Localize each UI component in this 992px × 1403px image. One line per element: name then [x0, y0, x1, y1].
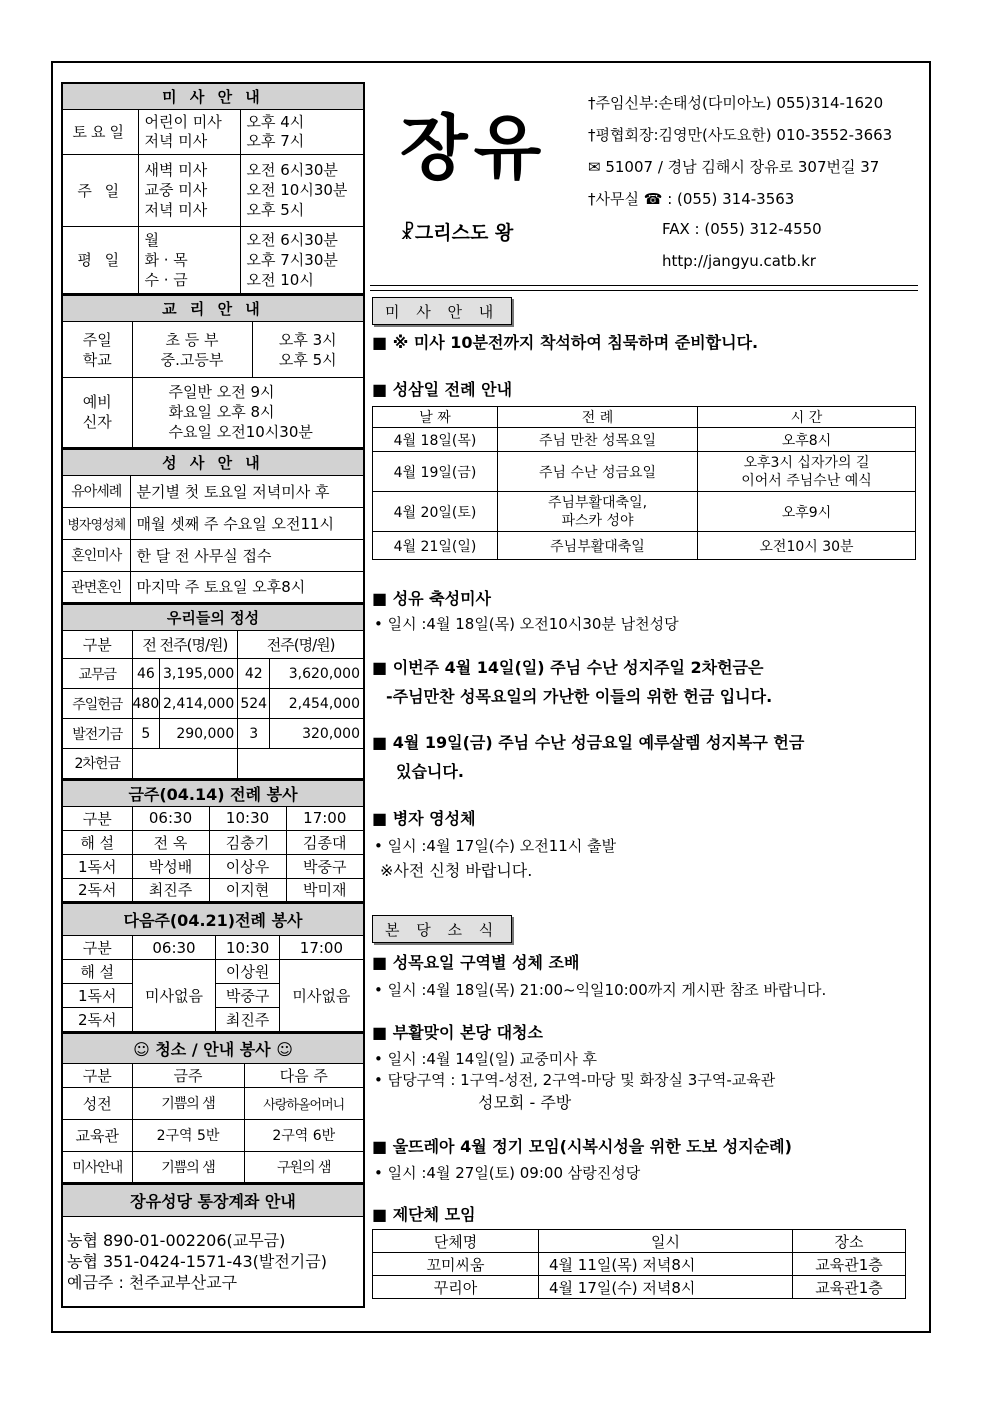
triduum-head: 시 간: [698, 407, 916, 428]
service-person: 박미재: [286, 878, 364, 902]
cleaning-notice-time: • 일시 :4월 14일(일) 교중미사 후: [372, 1048, 916, 1069]
mass-notice-section: [372, 330, 916, 353]
chrism-section: [372, 586, 916, 634]
catechumen-class: 화요일 오후 8시: [168, 403, 275, 422]
holy-land-title: ■ 4월 19일(금) 주님 수난 성금요일 예루살렘 성지복구 헌금: [372, 730, 916, 753]
mass-name: 새벽 미사: [144, 161, 208, 179]
triduum-head: 날 짜: [373, 407, 498, 428]
sacrament-label: 유아세례: [62, 475, 130, 507]
triduum-liturgy: [498, 492, 698, 532]
cleaning-table: [61, 1033, 365, 1185]
ultreya-section: [372, 1134, 916, 1183]
cleaning-group: 기쁨의 샘: [132, 1087, 244, 1119]
parish-logo-title: 장유: [400, 106, 548, 189]
triduum-liturgy: 주님부활대축일: [498, 532, 698, 560]
offering-title: 우리들의 정성: [62, 605, 364, 631]
offering-amount: 3,195,000: [160, 659, 238, 689]
offering-amount: [132, 749, 238, 779]
offering-label: 발전기금: [62, 719, 132, 749]
cleaning-head: 금주: [132, 1063, 244, 1087]
offering-amount: 2,454,000: [270, 689, 364, 719]
catechumen-label: 신자: [82, 413, 112, 432]
mass-lead-text: ■ ※ 미사 10분전까지 착석하여 침묵하며 준비합니다.: [372, 330, 916, 353]
sacrament-label: 혼인미사: [62, 539, 130, 571]
cleaning-group: 구원의 샘: [244, 1151, 364, 1183]
mass-time: 오전 6시30분: [246, 161, 338, 179]
mass-day-label: 토요일: [62, 109, 138, 154]
offering-count: 480: [132, 689, 160, 719]
mass-time: 오후 5시: [246, 201, 305, 219]
sick-note: ※사전 신청 바랍니다.: [380, 861, 533, 880]
cleaning-area: 교육관: [62, 1119, 132, 1151]
adoration-text: • 일시 :4월 18일(목) 21:00~익일10:00까지 게시판 참조 바랍니다.: [372, 979, 916, 1000]
sick-text: • 일시 :4월 17일(수) 오전11시 출발: [372, 835, 916, 856]
sacrament-text: 한 달 전 사무실 접수: [130, 539, 364, 571]
cleaning-notice-area: • 담당구역 : 1구역-성전, 2구역-마당 및 화장실 3구역-교육관: [372, 1069, 916, 1090]
offering-label: 2차헌금: [62, 749, 132, 779]
service-person: 김충기: [209, 830, 286, 854]
groups-head: 단체명: [373, 1230, 539, 1253]
mass-name: 월: [144, 230, 159, 249]
service-role: 2독서: [62, 878, 132, 902]
triduum-date: 4월 19일(금): [373, 452, 498, 492]
service-role: 해 설: [62, 960, 132, 984]
fax-info: FAX : (055) 312-4550: [662, 220, 822, 238]
offering-head: 전 전주(명/원): [132, 631, 238, 659]
cleaning-area: 미사안내: [62, 1151, 132, 1183]
groups-head: 일시: [539, 1230, 793, 1253]
cell-line: 주님부활대축일,: [547, 494, 648, 511]
school-division: 중.고등부: [160, 350, 224, 369]
holy-land-collection-section: [372, 730, 916, 782]
sacrament-label: 관면혼인: [62, 571, 130, 603]
cleaning-group: 사랑하올어머니: [244, 1087, 364, 1119]
sacraments-title: 성 사 안 내: [62, 449, 364, 475]
cleaning-notice-section: [372, 1020, 916, 1113]
doctrine-title: 교 리 안 내: [62, 296, 364, 322]
catechumen-label: 예비: [82, 393, 112, 412]
no-mass-note: 미사없음: [279, 960, 364, 1032]
service-this-title: 금주(04.14) 전례 봉사: [62, 780, 364, 806]
mass-time: 오전 10시: [246, 270, 314, 289]
mass-time: 오전 10시30분: [246, 181, 348, 199]
offering-count: 524: [238, 689, 270, 719]
group-time: 4월 11일(목) 저녁8시: [539, 1253, 793, 1276]
left-column: [61, 82, 365, 1308]
service-head: 06:30: [132, 936, 216, 960]
service-person: 박중구: [286, 854, 364, 878]
motto: ☧그리스도 왕: [400, 222, 514, 244]
service-next-week-table: [61, 903, 365, 1033]
mass-day-label: 주 일: [62, 154, 138, 226]
cell-line: 오후3시 십자가의 길: [743, 454, 870, 471]
service-role: 2독서: [62, 1008, 132, 1032]
service-person: 김종대: [286, 830, 364, 854]
service-role: 1독서: [62, 984, 132, 1008]
cleaning-group: 2구역 6반: [244, 1119, 364, 1151]
cell-line: 파스카 성야: [561, 512, 634, 529]
account-line: 농협 351-0424-1571-43(발전기금): [67, 1251, 327, 1271]
website-link[interactable]: http://jangyu.catb.kr: [662, 252, 816, 270]
service-person: 이지현: [209, 878, 286, 902]
adoration-section: [372, 950, 916, 1000]
service-role: 1독서: [62, 854, 132, 878]
triduum-time: 오후9시: [698, 492, 916, 532]
offering-amount: 320,000: [270, 719, 364, 749]
sacrament-text: 매월 셋째 주 수요일 오전11시: [130, 507, 364, 539]
service-person: 박중구: [216, 984, 279, 1008]
doctrine-table: [61, 295, 365, 449]
sick-title: ■ 병자 영성체: [372, 806, 916, 829]
cleaning-group: 2구역 5반: [132, 1119, 244, 1151]
service-role: 해 설: [62, 830, 132, 854]
parish-news-tag: 본 당 소 식: [372, 915, 512, 943]
sick-communion-section: [372, 806, 916, 881]
triduum-time: 오후8시: [698, 428, 916, 452]
mass-time: 오후 7시: [246, 131, 305, 150]
service-head: 10:30: [216, 936, 279, 960]
service-head: 10:30: [209, 806, 286, 830]
service-next-title: 다음주(04.21)전례 봉사: [62, 904, 364, 936]
school-label: 학교: [82, 350, 112, 369]
service-person: 최진주: [216, 1008, 279, 1032]
service-head: 17:00: [279, 936, 364, 960]
holy-land-text: 있습니다.: [396, 762, 464, 781]
header-divider: [370, 290, 918, 291]
account-line: 예금주 : 천주교부산교구: [67, 1272, 238, 1292]
service-person: 이상우: [209, 854, 286, 878]
mass-name: 어린이 미사: [144, 112, 222, 131]
catechumen-class: 수요일 오전10시30분: [168, 423, 313, 442]
offering-count: 3: [238, 719, 270, 749]
triduum-section: [372, 377, 916, 560]
council-info: †평협회장:김영만(사도요한) 010-3552-3663: [588, 126, 893, 144]
cleaning-area: 성전: [62, 1087, 132, 1119]
adoration-title: ■ 성목요일 구역별 성체 조배: [372, 950, 916, 973]
service-person: 박성배: [132, 854, 209, 878]
office-phone: †사무실 ☎ : (055) 314-3563: [588, 190, 795, 208]
school-label: 주일: [82, 330, 112, 349]
account-line: 농협 890-01-002206(교무금): [67, 1230, 286, 1250]
service-person: 최진주: [132, 878, 209, 902]
service-head: 구분: [62, 936, 132, 960]
ultreya-title: ■ 울뜨레아 4월 정기 모임(시복시성을 위한 도보 성지순례): [372, 1134, 916, 1157]
offering-table: [61, 604, 365, 780]
sacrament-label: 병자영성체: [62, 507, 130, 539]
account-table: [61, 1184, 365, 1308]
triduum-liturgy: 주님 수난 성금요일: [498, 452, 698, 492]
address-info: ✉ 51007 / 경남 김해시 장유로 307번길 37: [588, 158, 880, 176]
cleaning-notice-area2: 성모회 - 주방: [478, 1093, 572, 1112]
service-this-week-table: [61, 780, 365, 904]
school-division: 초 등 부: [165, 330, 219, 349]
chrism-text: • 일시 :4월 18일(목) 오전10시30분 남천성당: [372, 613, 916, 634]
offering-head: 구분: [62, 631, 132, 659]
groups-table: [372, 1229, 906, 1299]
account-title: 장유성당 통장계좌 안내: [62, 1185, 364, 1217]
mass-title: 미 사 안 내: [62, 83, 364, 109]
cleaning-head: 구분: [62, 1063, 132, 1087]
offering-amount: 2,414,000: [160, 689, 238, 719]
triduum-head: 전 례: [498, 407, 698, 428]
school-time: 오후 5시: [278, 350, 337, 369]
mass-name: 저녁 미사: [144, 131, 208, 150]
mass-time: 오후 7시30분: [246, 250, 338, 269]
sacraments-table: [61, 449, 365, 605]
triduum-date: 4월 20일(토): [373, 492, 498, 532]
offering-amount: [238, 749, 364, 779]
second-collection-text: -주님만찬 성목요일의 가난한 이들의 위한 헌금 입니다.: [386, 687, 773, 706]
cell-line: 이어서 주님수난 예식: [741, 472, 872, 489]
groups-head: 장소: [793, 1230, 906, 1253]
offering-count: 42: [238, 659, 270, 689]
offering-label: 주일헌금: [62, 689, 132, 719]
group-time: 4월 17일(수) 저녁8시: [539, 1276, 793, 1299]
offering-amount: 3,620,000: [270, 659, 364, 689]
pastor-info: †주임신부:손태성(다미아노) 055)314-1620: [588, 94, 884, 112]
catechumen-class: 주일반 오전 9시: [168, 383, 275, 402]
offering-head: 전주(명/원): [238, 631, 364, 659]
sacrament-text: 마지막 주 토요일 오후8시: [130, 571, 364, 603]
service-person: 이상원: [216, 960, 279, 984]
triduum-title: ■ 성삼일 전례 안내: [372, 377, 916, 400]
triduum-time: [698, 452, 916, 492]
school-time: 오후 3시: [278, 330, 337, 349]
cleaning-group: 기쁨의 샘: [132, 1151, 244, 1183]
second-collection-section: [372, 655, 916, 707]
service-head: 17:00: [286, 806, 364, 830]
offering-count: 5: [132, 719, 160, 749]
group-place: 교육관1층: [793, 1253, 906, 1276]
service-person: 전 옥: [132, 830, 209, 854]
group-place: 교육관1층: [793, 1276, 906, 1299]
offering-count: 46: [132, 659, 160, 689]
ultreya-text: • 일시 :4월 27일(토) 09:00 삼랑진성당: [372, 1162, 916, 1183]
triduum-table: [372, 406, 916, 560]
cleaning-notice-title: ■ 부활맞이 본당 대청소: [372, 1020, 916, 1043]
cleaning-title: ☺ 청소 / 안내 봉사 ☺: [62, 1033, 364, 1063]
offering-amount: 290,000: [160, 719, 238, 749]
mass-time: 오전 6시30분: [246, 230, 338, 249]
service-head: 06:30: [132, 806, 209, 830]
mass-table: [61, 82, 365, 295]
chrism-title: ■ 성유 축성미사: [372, 586, 916, 609]
second-collection-title: ■ 이번주 4월 14일(일) 주님 수난 성지주일 2차헌금은: [372, 655, 916, 678]
mass-notice-tag: 미 사 안 내: [372, 297, 512, 325]
mass-name: 저녁 미사: [144, 201, 208, 219]
mass-name: 수 · 금: [144, 270, 188, 289]
group-name: 꼬미씨움: [373, 1253, 539, 1276]
cleaning-head: 다음 주: [244, 1063, 364, 1087]
triduum-liturgy: 주님 만찬 성목요일: [498, 428, 698, 452]
no-mass-note: 미사없음: [132, 960, 216, 1032]
triduum-date: 4월 21일(일): [373, 532, 498, 560]
group-name: 꾸리아: [373, 1276, 539, 1299]
service-head: 구분: [62, 806, 132, 830]
groups-section: [372, 1202, 916, 1299]
mass-name: 화 · 목: [144, 250, 188, 269]
groups-title: ■ 제단체 모임: [372, 1202, 916, 1225]
header-divider: [370, 285, 918, 286]
mass-day-label: 평 일: [62, 226, 138, 294]
offering-label: 교무금: [62, 659, 132, 689]
triduum-time: 오전10시 30분: [698, 532, 916, 560]
triduum-date: 4월 18일(목): [373, 428, 498, 452]
sacrament-text: 분기별 첫 토요일 저녁미사 후: [130, 475, 364, 507]
mass-name: 교중 미사: [144, 181, 208, 199]
mass-time: 오후 4시: [246, 112, 305, 131]
